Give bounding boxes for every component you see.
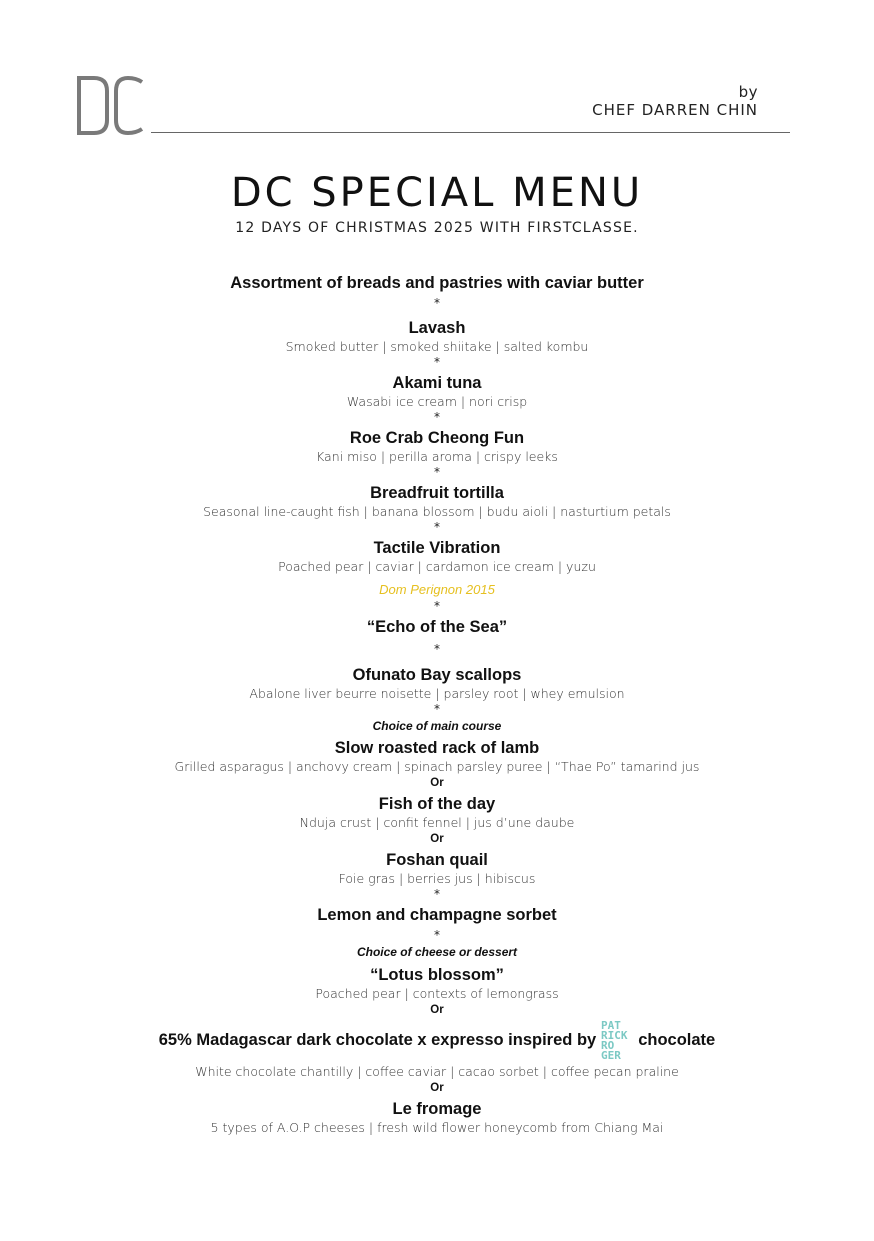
course-description: Smoked butter | smoked shiitake | salted kombu	[285, 339, 589, 354]
course-description: Nduja crust | confit fennel | jus d’une daube	[299, 815, 575, 830]
header-divider	[151, 132, 790, 133]
or-separator: Or	[430, 1082, 444, 1094]
course-description: Poached pear | contexts of lemongrass	[315, 986, 559, 1001]
course-name: Le fromage	[392, 1100, 482, 1118]
separator-star: *	[434, 702, 440, 716]
separator-star: *	[434, 928, 440, 942]
page-subtitle: 12 DAYS OF CHRISTMAS 2025 WITH FIRSTCLASSE.	[235, 220, 639, 236]
course-description: Poached pear | caviar | cardamon ice cream | yuzu	[278, 559, 596, 574]
separator-star: *	[434, 410, 440, 424]
svg-text:GER: GER	[601, 1049, 622, 1061]
separator-star: *	[434, 520, 440, 534]
course-name: Ofunato Bay scallops	[352, 666, 522, 684]
separator-star: *	[434, 642, 440, 656]
wine-pairing: Dom Perignon 2015	[379, 582, 495, 597]
menu-list	[0, 273, 874, 1137]
course-name: 65% Madagascar dark chocolate x expresso inspired by	[158, 1031, 597, 1049]
course-description: Seasonal line-caught fish | banana blossom | budu aioli | nasturtium petals	[203, 504, 671, 519]
svg-text:PAT: PAT	[601, 1019, 622, 1032]
course-name: “Echo of the Sea”	[366, 618, 508, 636]
chocolate-course-row	[0, 1017, 874, 1063]
by-label: by	[738, 83, 758, 101]
course-description: Wasabi ice cream | nori crisp	[346, 394, 528, 409]
course-name: Lemon and champagne sorbet	[317, 906, 557, 924]
course-description: Kani miso | perilla aroma | crispy leeks	[316, 449, 558, 464]
separator-star: *	[434, 296, 440, 310]
or-separator: Or	[430, 777, 444, 789]
course-name: “Lotus blossom”	[370, 966, 504, 984]
separator-star: *	[434, 465, 440, 479]
separator-star: *	[434, 355, 440, 369]
course-name: Lavash	[408, 319, 466, 337]
course-name: Roe Crab Cheong Fun	[349, 429, 525, 447]
course-description: White chocolate chantilly | coffee caviar | cacao sorbet | coffee pecan praline	[195, 1064, 679, 1079]
course-description: 5 types of A.O.P cheeses | fresh wild flower honeycomb from Chiang Mai	[210, 1120, 664, 1135]
course-name: Akami tuna	[392, 374, 482, 392]
or-separator: Or	[430, 1004, 444, 1016]
title-block	[0, 168, 874, 236]
course-description: Grilled asparagus | anchovy cream | spinach parsley puree | “Thae Po” tamarind jus	[174, 759, 700, 774]
chef-name: CHEF DARREN CHIN	[592, 101, 758, 119]
svg-text:RICK: RICK	[601, 1029, 628, 1042]
course-name: Assortment of breads and pastries with caviar butter	[230, 274, 644, 292]
separator-star: *	[434, 887, 440, 901]
dessert-choice-label: Choice of cheese or dessert	[356, 945, 518, 959]
course-name: chocolate	[638, 1031, 716, 1049]
course-description: Foie gras | berries jus | hibiscus	[338, 871, 536, 886]
course-description: Abalone liver beurre noisette | parsley root | whey emulsion	[249, 686, 625, 701]
separator-star: *	[434, 599, 440, 613]
dc-logo	[76, 76, 146, 136]
patrick-roger-logo	[600, 1019, 634, 1061]
or-separator: Or	[430, 833, 444, 845]
svg-text:RO: RO	[601, 1039, 615, 1052]
course-name: Breadfruit tortilla	[370, 484, 504, 502]
main-course-choice-label: Choice of main course	[372, 719, 502, 733]
course-name: Fish of the day	[378, 795, 496, 813]
course-name: Foshan quail	[386, 851, 488, 869]
page-title: DC SPECIAL MENU	[230, 170, 644, 216]
course-name: Slow roasted rack of lamb	[334, 739, 540, 757]
course-name: Tactile Vibration	[373, 539, 501, 557]
